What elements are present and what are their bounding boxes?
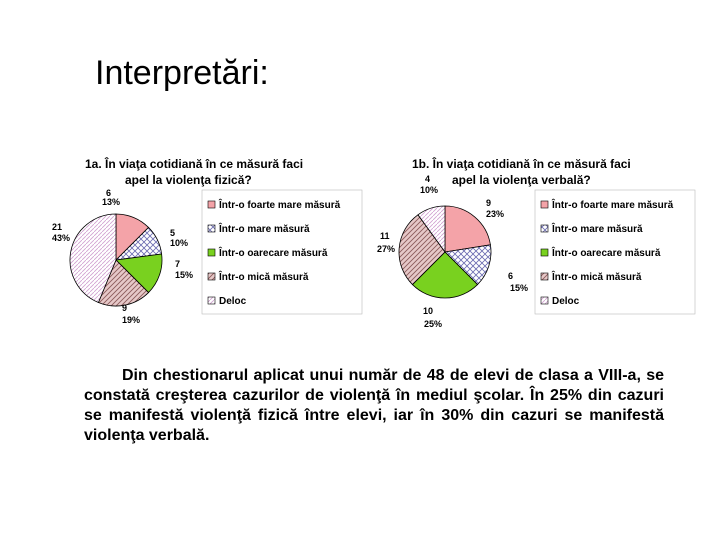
slice-value-label: 7 [175,259,181,269]
legend-entry: Într-o oarecare măsură [552,248,661,259]
legend-swatch [541,249,548,256]
chart-title: 1b. În viaţa cotidiană în ce măsură faci [412,157,631,171]
legend-entry: Într-o mare măsură [219,224,310,235]
pie-chart-physical-violence [30,152,360,332]
legend-swatch [541,225,548,232]
chart-title: apel la violenţa verbală? [452,173,591,187]
legend-entry: Într-o mică măsură [552,272,642,283]
legend-swatch [208,273,215,280]
slice-value-label: 9 [122,303,128,313]
slice-value-label: 6 [508,271,514,281]
legend-swatch [541,201,548,208]
legend-entry: Deloc [552,296,580,307]
slice-value-label: 11 [380,231,390,241]
chart-title: 1a. În viaţa cotidiană în ce măsură faci [85,157,304,171]
slice-percent-label: 15% [175,270,194,280]
slice-percent-label: 19% [122,315,141,325]
slice-percent-label: 13% [102,197,121,207]
legend-swatch [208,201,215,208]
slice-percent-label: 43% [52,233,71,243]
slice-percent-label: 10% [170,238,189,248]
chart-title: apel la violenţa fizică? [125,173,252,187]
slice-percent-label: 27% [377,244,396,254]
legend-entry: Într-o foarte mare măsură [219,200,341,211]
slice-percent-label: 23% [486,209,505,219]
interpretation-text: Din chestionarul aplicat unui număr de 48 de elevi de clasa a VIII-a, se constată creşterea cazurilor de violenţă în mediul şcolar. În 25% din cazuri se manifestă violenţă fizică între elevi, iar în 30% din cazuri se manifestă violenţa verbală. [84,367,664,444]
legend-entry: Deloc [219,296,247,307]
legend-entry: Într-o foarte mare măsură [552,200,674,211]
pie-slice [445,206,490,252]
slice-percent-label: 10% [420,185,439,195]
slice-value-label: 10 [423,306,434,316]
pie-chart-svg [365,152,695,332]
slice-value-label: 6 [106,188,112,198]
slice-value-label: 9 [486,198,492,208]
legend-swatch [208,249,215,256]
page-title: Interpretări: [95,54,269,92]
slice-percent-label: 25% [424,319,443,329]
legend-entry: Într-o mare măsură [552,224,643,235]
slice-value-label: 5 [170,228,176,238]
legend-swatch [541,297,548,304]
legend-swatch [541,273,548,280]
legend-swatch [208,297,215,304]
pie-chart-verbal-violence [365,152,695,332]
interpretation-paragraph [84,366,664,446]
slice-value-label: 4 [425,174,431,184]
slice-value-label: 21 [52,222,63,232]
legend-swatch [208,225,215,232]
legend-entry: Într-o mică măsură [219,272,309,283]
slice-percent-label: 15% [510,283,529,293]
pie-chart-svg [30,152,360,332]
legend-entry: Într-o oarecare măsură [219,248,328,259]
